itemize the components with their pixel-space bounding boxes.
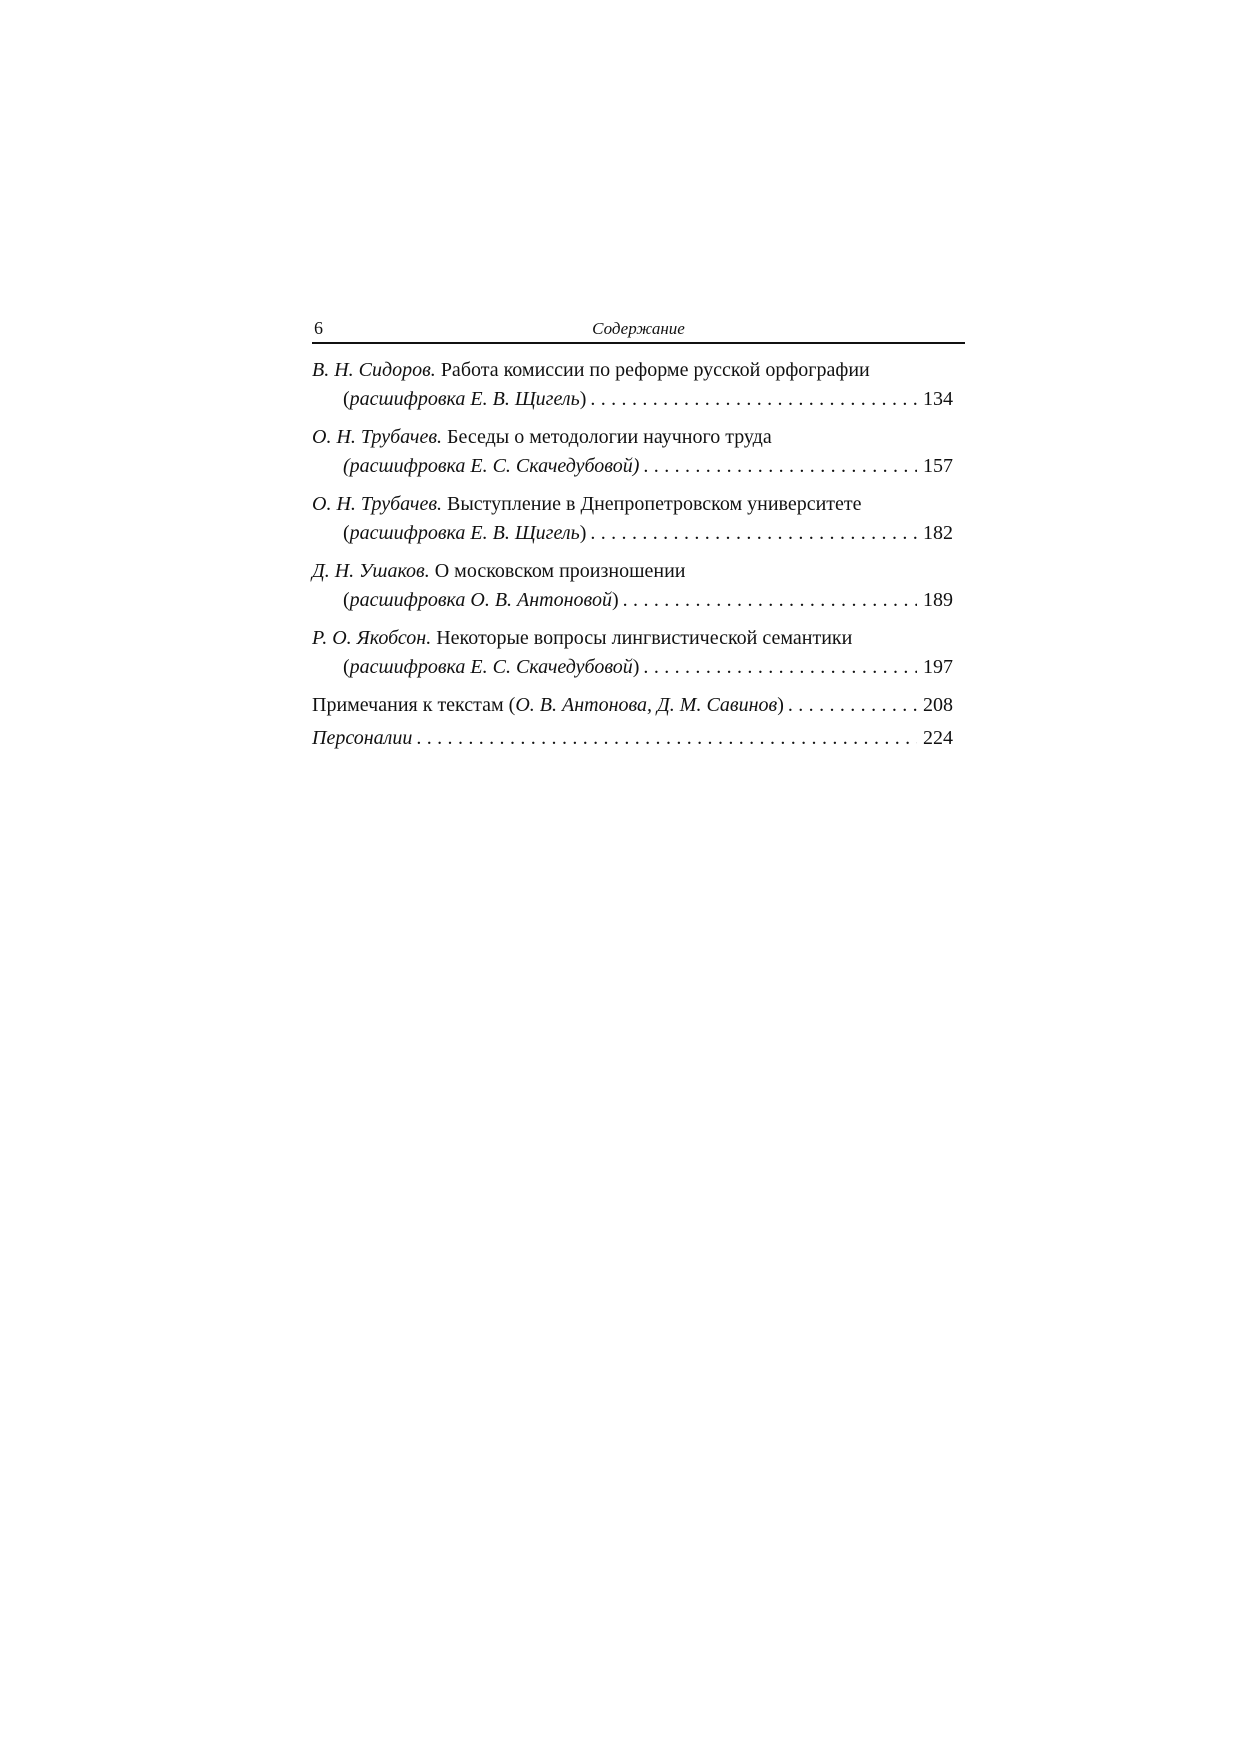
toc-note: расшифровка Е. В. Щигель: [349, 388, 580, 410]
toc-note-open: (: [343, 522, 350, 544]
toc-entry-jakobson: [312, 624, 953, 682]
dot-leader: [643, 452, 917, 481]
toc-entry-heading: [312, 557, 953, 586]
toc-author: В. Н. Сидоров.: [312, 359, 436, 381]
toc-note-open: (: [343, 589, 350, 611]
toc-page-number: 224: [923, 727, 953, 749]
toc-entry-persons: [312, 724, 953, 753]
toc-note: расшифровка О. В. Антоновой: [349, 589, 612, 611]
toc-page-number: 134: [923, 388, 953, 410]
toc-note: О. В. Антонова, Д. М. Савинов: [515, 694, 778, 716]
toc-entry-leader-line: [312, 691, 953, 720]
book-page: [312, 316, 965, 757]
toc-note-close: ): [579, 388, 587, 410]
dot-leader: [643, 653, 917, 682]
toc-author: О. Н. Трубачев.: [312, 493, 443, 515]
toc-page-number: 197: [923, 656, 953, 678]
toc-entry-sidorov: [312, 356, 953, 414]
dot-leader: [623, 586, 917, 615]
toc-note-close: ): [611, 589, 619, 611]
toc-entry-leader-line: [312, 519, 953, 548]
toc-page-number: 157: [923, 455, 953, 477]
toc-entry-heading: [312, 356, 953, 385]
toc-entry-ushakov: [312, 557, 953, 615]
toc-page-number: 208: [923, 694, 953, 716]
toc-note-close: ): [579, 522, 587, 544]
toc-title: Примечания к текстам: [312, 694, 504, 716]
dot-leader: [416, 724, 917, 753]
toc-title: Некоторые вопросы лингвистической семантики: [436, 627, 853, 649]
table-of-contents: [312, 356, 953, 753]
toc-entry-heading: [312, 423, 953, 452]
toc-note: расшифровка Е. С. Скачедубовой: [349, 656, 633, 678]
dot-leader: [590, 519, 917, 548]
toc-title: Работа комиссии по реформе русской орфографии: [440, 359, 870, 381]
toc-note: расшифровка Е. В. Щигель: [349, 522, 580, 544]
dot-leader: [788, 691, 917, 720]
toc-page-number: 189: [923, 589, 953, 611]
toc-entry-trubachev-1: [312, 423, 953, 481]
toc-note-open: (: [343, 388, 350, 410]
toc-entry-heading: [312, 624, 953, 653]
toc-page-number: 182: [923, 522, 953, 544]
toc-title: Выступление в Днепропетровском университете: [447, 493, 862, 515]
toc-entry-heading: [312, 490, 953, 519]
dot-leader: [590, 385, 917, 414]
toc-entry-leader-line: [312, 452, 953, 481]
toc-title: Персоналии: [312, 727, 413, 749]
toc-author: Д. Н. Ушаков.: [312, 560, 430, 582]
page-number: 6: [314, 318, 323, 338]
running-title: Содержание: [592, 319, 685, 338]
toc-note: (расшифровка Е. С. Скачедубовой): [343, 455, 640, 477]
toc-author: Р. О. Якобсон.: [312, 627, 432, 649]
toc-entry-notes: [312, 691, 953, 720]
toc-entry-trubachev-2: [312, 490, 953, 548]
toc-entry-leader-line: [312, 724, 953, 753]
toc-title: Беседы о методологии научного труда: [447, 426, 772, 448]
toc-note-close: ): [632, 656, 640, 678]
toc-entry-leader-line: [312, 653, 953, 682]
toc-note-open: (: [508, 694, 516, 716]
toc-entry-leader-line: [312, 385, 953, 414]
running-head: [312, 316, 965, 344]
toc-entry-leader-line: [312, 586, 953, 615]
toc-author: О. Н. Трубачев.: [312, 426, 443, 448]
toc-title: О московском произношении: [434, 560, 686, 582]
toc-note-open: (: [343, 656, 350, 678]
toc-note-close: ): [777, 694, 784, 716]
